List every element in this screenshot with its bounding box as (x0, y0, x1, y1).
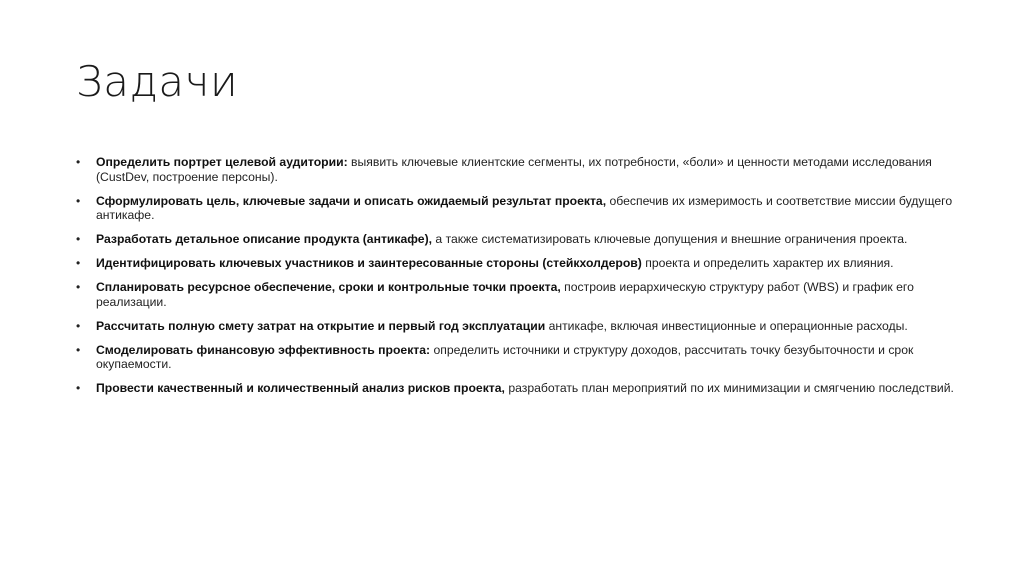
bullet-icon: • (76, 232, 81, 246)
task-heading: Спланировать ресурсное обеспечение, сроки и контрольные точки проекта, (96, 280, 561, 294)
task-item (76, 280, 956, 309)
bullet-icon: • (76, 193, 81, 208)
task-item (76, 194, 956, 223)
task-item (76, 319, 956, 334)
task-description: выявить ключевые клиентские сегменты, их потребности, «боли» и ценности методами исследования (CustDev, построение персоны). (96, 155, 932, 184)
task-heading: Провести качественный и количественный анализ рисков проекта, (96, 381, 505, 395)
task-heading: Разработать детальное описание продукта (антикафе), (96, 232, 433, 246)
bullet-icon: • (76, 280, 81, 294)
bullet-icon: • (76, 256, 81, 270)
task-description: проекта и определить характер их влияния. (641, 256, 894, 270)
task-heading: Идентифицировать ключевых участников и заинтересованные стороны (стейкхолдеров) (96, 256, 642, 270)
bullet-icon: • (76, 318, 81, 333)
task-description: разработать план мероприятий по их минимизации и смягчению последствий. (504, 381, 954, 395)
task-heading: Смоделировать финансовую эффективность проекта: (96, 342, 431, 357)
slide-title: Задачи (76, 57, 239, 106)
bullet-icon: • (76, 155, 81, 169)
task-item (76, 155, 956, 184)
task-item (76, 256, 956, 271)
task-heading: Сформулировать цель, ключевые задачи и описать ожидаемый результат проекта, (96, 193, 607, 208)
task-description: обеспечив их измеримость и соответствие миссии будущего антикафе. (96, 193, 953, 222)
task-description: определить источники и структуру доходов, рассчитать точку безубыточности и срок окупаемости. (96, 342, 914, 371)
bullet-icon: • (76, 381, 81, 395)
task-heading: Определить портрет целевой аудитории: (96, 155, 348, 169)
task-description: антикафе, включая инвестиционные и операционные расходы. (545, 318, 908, 333)
task-list (76, 155, 956, 405)
task-item (76, 232, 956, 247)
task-item (76, 343, 956, 372)
task-description: а также систематизировать ключевые допущения и внешние ограничения проекта. (432, 232, 908, 246)
task-description: построив иерархическую структуру работ (WBS) и график его реализации. (96, 280, 914, 309)
task-heading: Рассчитать полную смету затрат на открытие и первый год эксплуатации (96, 318, 546, 333)
task-item (76, 381, 956, 396)
bullet-icon: • (76, 342, 81, 357)
